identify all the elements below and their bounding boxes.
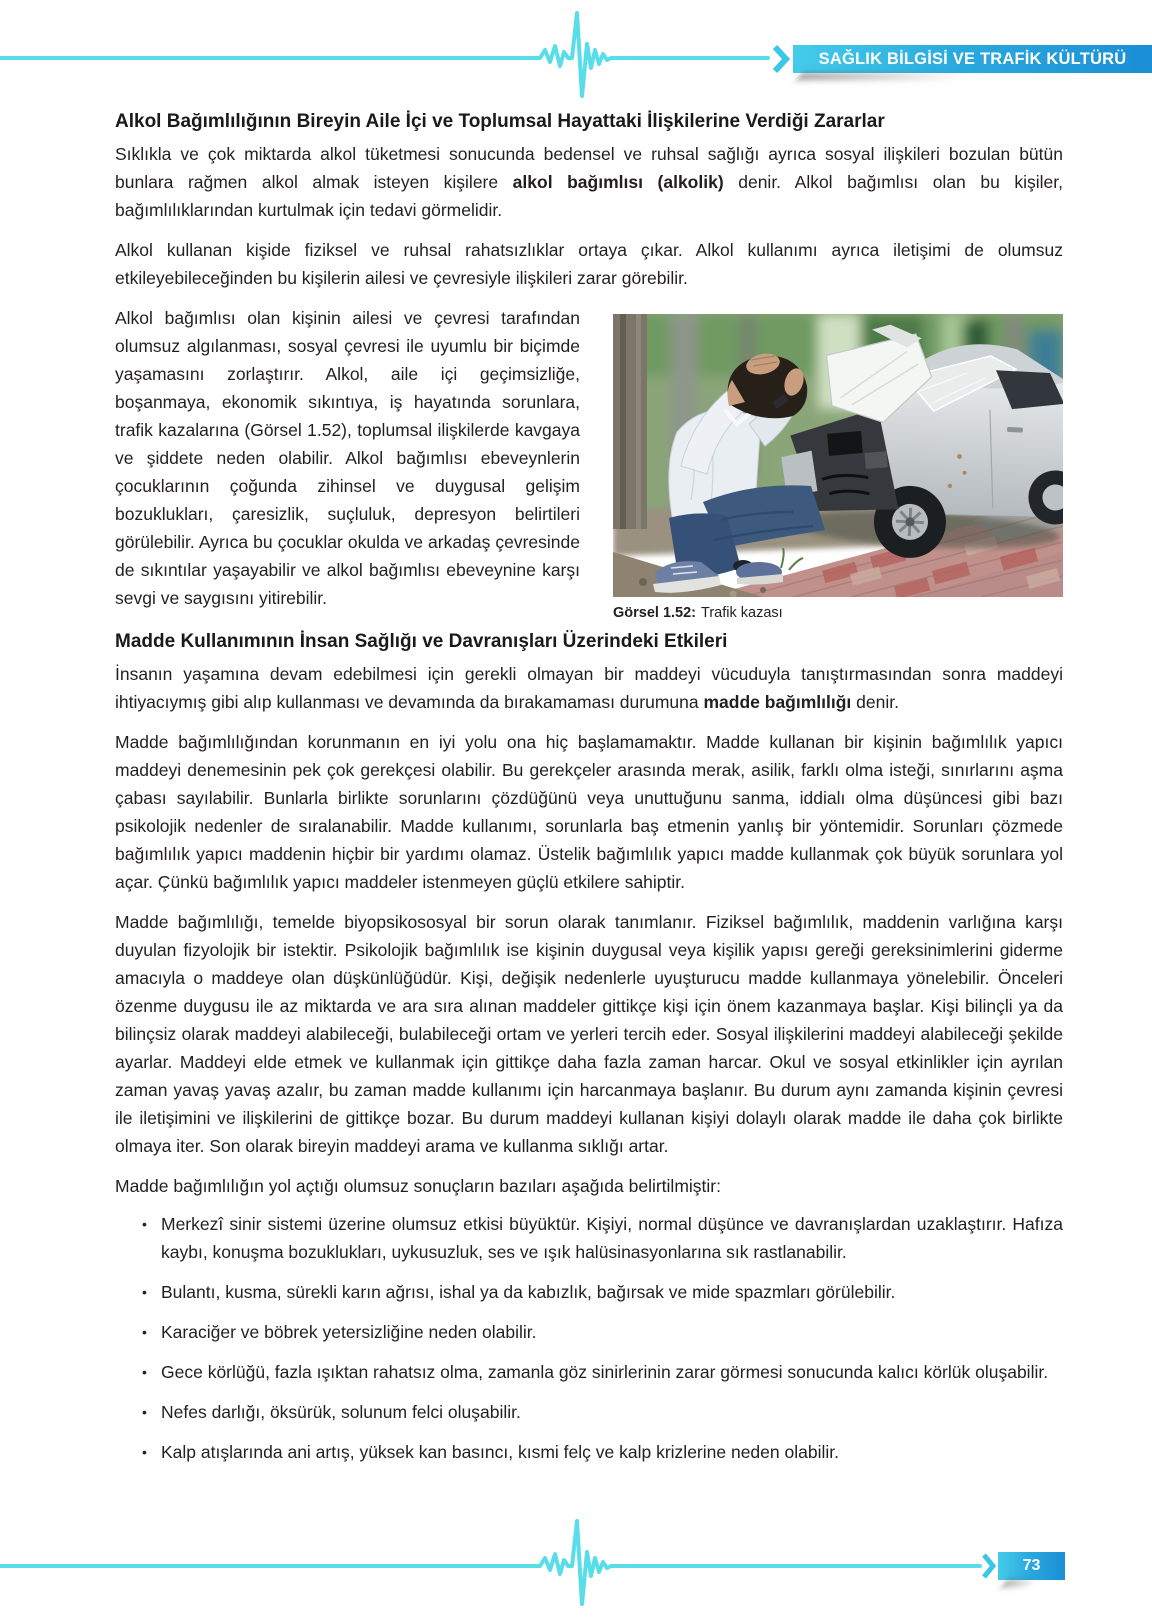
list-item: • Karaciğer ve böbrek yetersizliğine neden olabilir.	[142, 1318, 1063, 1346]
paragraph: Alkol kullanan kişide fiziksel ve ruhsal rahatsızlıklar ortaya çıkar. Alkol kullanımı ayrıca iletişimi de olumsuz etkileyebileceğinden bu kişilerin ailesi ve çevresiyle ilişkileri zarar görebilir.	[115, 240, 1063, 288]
section1-heading: Alkol Bağımlılığının Bireyin Aile İçi ve Toplumsal Hayattaki İlişkilerine Verdiği Zararlar	[115, 111, 885, 132]
paragraph: Madde bağımlılığın yol açtığı olumsuz sonuçların bazıları aşağıda belirtilmiştir:	[115, 1176, 721, 1196]
paragraph	[115, 140, 1063, 224]
header-banner	[793, 45, 1152, 73]
page-content	[115, 110, 1063, 1478]
figure-caption-text: Trafik kazası	[701, 605, 783, 621]
bold-term: madde bağımlılığı	[703, 692, 852, 712]
list-item: • Gece körlüğü, fazla ışıktan rahatsız olma, zamanla göz sinirlerinin zarar görmesi sonucunda kalıcı körlük oluşabilir.	[142, 1358, 1063, 1386]
header-banner-label: SAĞLIK BİLGİSİ VE TRAFİK KÜLTÜRÜ	[818, 49, 1127, 68]
paragraph: Madde bağımlılığı, temelde biyopsikososyal bir sorun olarak tanımlanır. Fiziksel bağımlılık, maddenin varlığına karşı duyulan fizyolojik bir istektir. Psikolojik bağımlılık ise kişinin duygusal veya kişilik yapısı gereği gereksinimlerini giderme amacıyla o maddeye olan düşkünlüğüdür. Kişi, değişik nedenlerle uyuşturucu madde kullanmaya yönelebilir. Önceleri özenme duygusu ile az miktarda ve ara sıra alınan maddeler gittikçe kişi için önem kazanmaya başlar. Kişi bilinçli ya da bilinçsiz olarak maddeyi alabileceği, bulabileceği ortam ve yerleri tercih eder. Sosyal ilişkilerini maddeyi alabileceği şekilde ayarlar. Maddeyi elde etmek ve kullanmak için gittikçe daha fazla zaman harcar. Okul ve sosyal etkinlikler için ayrılan zaman yavaş yavaş azalır, bu zaman madde kullanımı için harcanmaya başlanır. Bu durum aynı zamanda kişinin çevresi ile iletişimini ve ilişkilerini de gittikçe bozar. Bu durum maddeyi kullanan kişiyi dolaylı olarak madde ile daha çok birlikte olmaya iter. Son olarak bireyin maddeyi arama ve kullanma sıklığı artar.	[115, 912, 1063, 1156]
figure-caption	[613, 602, 1063, 624]
ekg-heartbeat-icon	[0, 1500, 1152, 1624]
paragraph-text: Sıklıkla ve çok miktarda alkol tüketmesi sonucunda bedensel ve ruhsal sağlığı ayrıca sosyal ilişkileri bozulan bütün bunlara rağmen alkol almak isteyen kişilere	[115, 144, 1063, 192]
paragraph: Madde bağımlılığından korunmanın en iyi yolu ona hiç başlamamaktır. Madde kullanan bir kişinin bağımlılık yapıcı maddeyi denemesinin pek çok gerekçesi olabilir. Bu gerekçeler arasında merak, asilik, farklı olma isteği, sınırlarını aşma çabası sayılabilir. Bunlarla birlikte sorunlarını çözdüğünü veya unuttuğunu sanma, iddialı olma düşüncesi gibi bazı psikolojik nedenler de sıralanabilir. Madde kullanımı, sorunlarla baş etmenin yanlış bir yöntemidir. Sorunları çözmede bağımlılık yapıcı maddenin hiçbir bir yardımı olamaz. Üstelik bağımlılık yapıcı madde kullanmak çok büyük sorunlara yol açar. Çünkü bağımlılık yapıcı maddeler istenmeyen güçlü etkilere sahiptir.	[115, 732, 1063, 892]
text-with-figure	[115, 304, 1063, 621]
paragraph-text: denir.	[851, 692, 899, 712]
list-item: • Nefes darlığı, öksürük, solunum felci oluşabilir.	[142, 1398, 1063, 1426]
chevron-right-icon	[982, 1553, 996, 1579]
page-number: 73	[1022, 1557, 1041, 1574]
paragraph	[115, 660, 1063, 716]
page-number-badge	[998, 1552, 1065, 1580]
list-item: • Merkezî sinir sistemi üzerine olumsuz etkisi büyüktür. Kişiyi, normal düşünce ve davranışlardan uzaklaştırır. Hafıza kaybı, konuşma bozuklukları, uykusuzluk, ses ve ışık halüsinasyonlarına sık rastlanabilir.	[142, 1210, 1063, 1266]
bold-term: alkol bağımlısı (alkolik)	[512, 172, 724, 192]
effects-bullet-list	[142, 1210, 1063, 1466]
list-item: • Kalp atışlarında ani artış, yüksek kan basıncı, kısmi felç ve kalp krizlerine neden olabilir.	[142, 1438, 1063, 1466]
crash-photo	[613, 314, 1063, 597]
photo-tree-trunk	[613, 314, 647, 529]
list-item: • Bulantı, kusma, sürekli karın ağrısı, ishal ya da kabızlık, bağırsak ve mide spazmları görülebilir.	[142, 1278, 1063, 1306]
figure-caption-label: Görsel 1.52:	[613, 605, 697, 621]
chevron-right-icon	[772, 45, 790, 73]
paragraph-text: İnsanın yaşamına devam edebilmesi için gerekli olmayan bir maddeyi vücuduyla tanıştırmasından sonra maddeyi ihtiyacıymış gibi alıp kullanması ve devamında da bırakamaması durumuna	[115, 664, 1063, 712]
paragraph-text: denir. Alkol bağımlısı olan bu kişiler, bağımlılıklarından kurtulmak için tedavi görmelidir.	[115, 172, 1063, 220]
section2-heading: Madde Kullanımının İnsan Sağlığı ve Davranışları Üzerindeki Etkileri	[115, 631, 728, 652]
paragraph: Alkol bağımlısı olan kişinin ailesi ve çevresi tarafından olumsuz algılanması, sosyal çevresi ile uyumlu bir biçimde yaşamasını zorlaştırır. Alkol, aile içi geçimsizliğe, boşanmaya, ekonomik sıkıntıya, iş hayatında sorunlara, trafik kazalarına (Görsel 1.52), toplumsal ilişkilerde kavgaya ve şiddete neden olabilir. Alkol bağımlısı ebeveynlerin çocuklarının çoğunda zihinsel ve duygusal gelişim bozuklukları, çaresizlik, suçluluk, depresyon belirtileri görülebilir. Ayrıca bu çocuklar okulda ve arkadaş çevresinde de sıkıntılar yaşayabilir ve alkol bağımlısı ebeveynine karşı sevgi ve saygısını yitirebilir.	[115, 308, 580, 608]
figure-traffic-accident	[613, 314, 1063, 624]
